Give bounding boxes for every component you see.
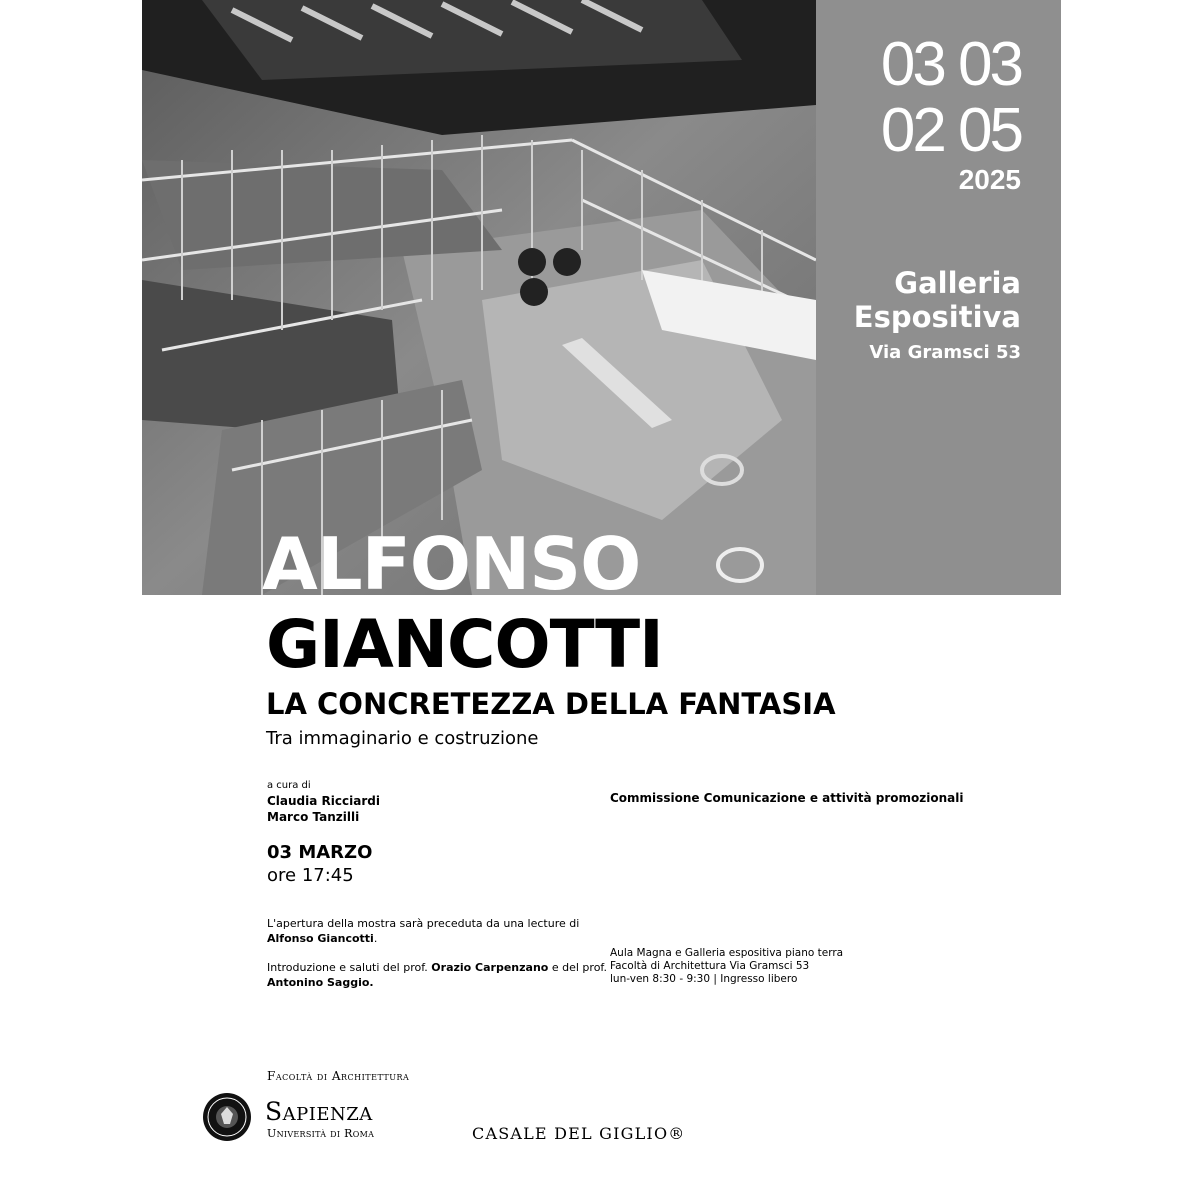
curator-name: Claudia Ricciardi bbox=[267, 794, 380, 808]
event-time: ore 17:45 bbox=[267, 865, 354, 886]
casale-del-giglio-logo: CASALE DEL GIGLIO® bbox=[472, 1124, 686, 1143]
intro-speaker-2: Antonino Saggio. bbox=[267, 976, 374, 989]
intro-note bbox=[267, 960, 607, 990]
lecture-end: . bbox=[373, 932, 378, 945]
date-venue-panel bbox=[816, 0, 1061, 595]
end-date: 02 05 bbox=[880, 96, 1021, 165]
year: 2025 bbox=[958, 164, 1021, 195]
sapienza-seal-icon bbox=[202, 1092, 252, 1142]
venue-name: Galleria Espositiva bbox=[853, 266, 1021, 334]
curated-by-label: a cura di bbox=[267, 780, 311, 791]
exhibition-tagline: Tra immaginario e costruzione bbox=[266, 728, 539, 749]
curator-name: Marco Tanzilli bbox=[267, 810, 360, 824]
start-date: 03 03 bbox=[880, 30, 1021, 99]
curators-list bbox=[267, 793, 380, 825]
location-info bbox=[610, 947, 843, 986]
lecture-note bbox=[267, 916, 607, 946]
artist-first-name: ALFONSO bbox=[262, 522, 641, 606]
location-line: Facoltà di Architettura Via Gramsci 53 bbox=[610, 960, 810, 972]
artist-last-name: GIANCOTTI bbox=[266, 606, 663, 683]
venue-address: Via Gramsci 53 bbox=[869, 342, 1021, 363]
lecture-speaker: Alfonso Giancotti bbox=[267, 932, 374, 945]
intro-speaker-1: Orazio Carpenzano bbox=[431, 961, 549, 974]
construction-photo bbox=[142, 0, 816, 595]
location-line: lun-ven 8:30 - 9:30 | Ingresso libero bbox=[610, 973, 798, 985]
intro-pre: Introduzione e saluti del prof. bbox=[267, 961, 428, 974]
exhibition-title: LA CONCRETEZZA DELLA FANTASIA bbox=[266, 687, 836, 721]
sapienza-logo-text: Sapienza bbox=[265, 1097, 373, 1126]
lecture-text: L'apertura della mostra sarà preceduta da una lecture di bbox=[267, 917, 580, 930]
event-date: 03 MARZO bbox=[267, 842, 373, 863]
university-label: Università di Roma bbox=[267, 1127, 375, 1140]
commission-credit: Commissione Comunicazione e attività promozionali bbox=[610, 791, 964, 805]
faculty-label: Facoltà di Architettura bbox=[267, 1069, 410, 1083]
location-line: Aula Magna e Galleria espositiva piano terra bbox=[610, 947, 844, 959]
intro-mid: e del prof. bbox=[551, 961, 607, 974]
